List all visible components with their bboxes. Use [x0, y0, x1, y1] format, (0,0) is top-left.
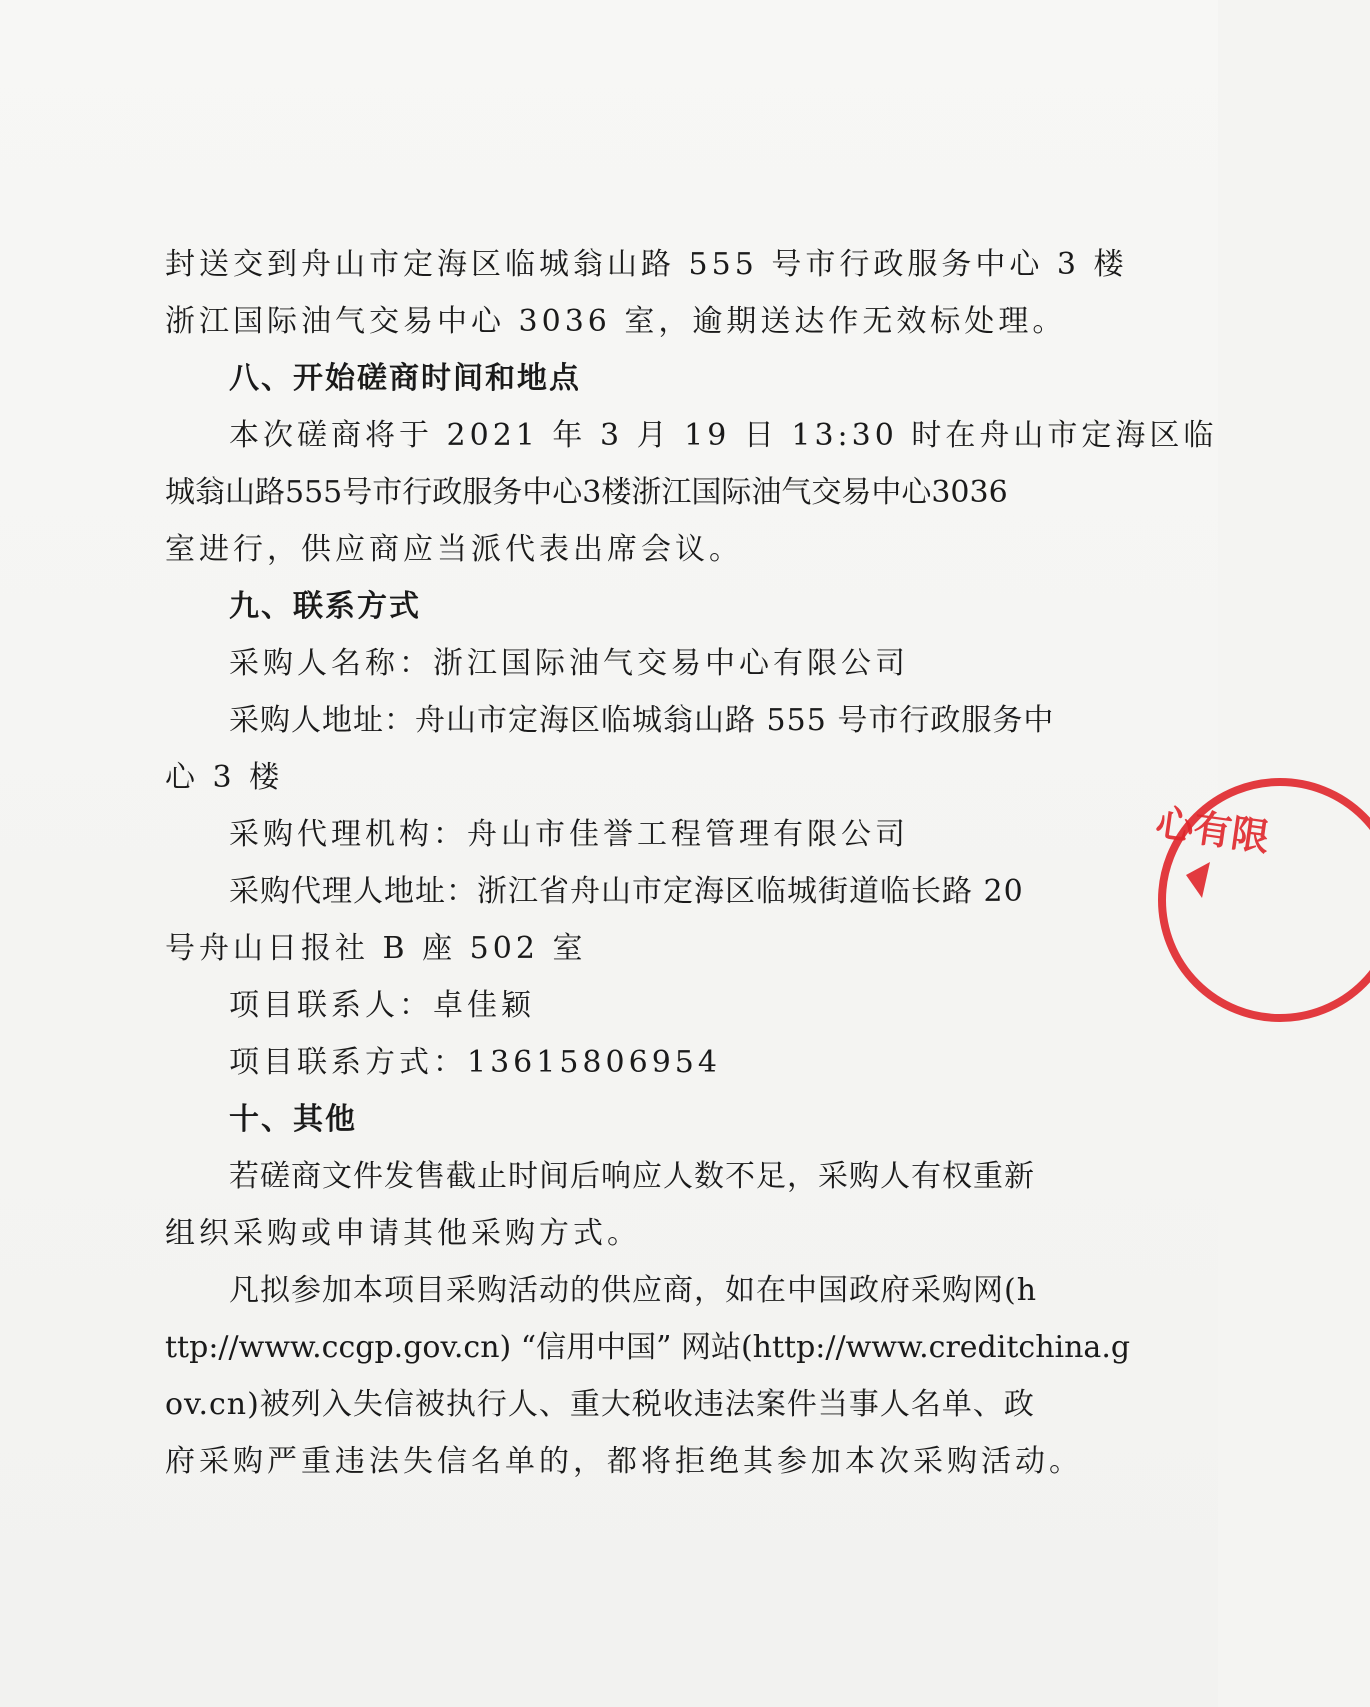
body-line: 本次磋商将于 2021 年 3 月 19 日 13:30 时在舟山市定海区临 [229, 418, 1218, 453]
body-line: 室进行，供应商应当派代表出席会议。 [165, 532, 743, 567]
seal-text: 心有限 [1153, 800, 1273, 860]
body-line: 封送交到舟山市定海区临城翁山路 555 号市行政服务中心 3 楼 [165, 247, 1128, 282]
body-line: 城翁山路555号市行政服务中心3楼浙江国际油气交易中心3036 [165, 475, 1008, 510]
contact-phone: 项目联系方式：13615806954 [229, 1045, 721, 1080]
agency-address: 采购代理人地址：浙江省舟山市定海区临城街道临长路 20 [229, 874, 1024, 909]
body-line: 若磋商文件发售截止时间后响应人数不足，采购人有权重新 [229, 1159, 1035, 1194]
section-heading-8: 八、开始磋商时间和地点 [229, 361, 581, 396]
agency-address-cont: 号舟山日报社 B 座 502 室 [165, 931, 587, 966]
agency-name: 采购代理机构：舟山市佳誉工程管理有限公司 [229, 817, 909, 852]
purchaser-name: 采购人名称：浙江国际油气交易中心有限公司 [229, 646, 909, 681]
body-line: 浙江国际油气交易中心 3036 室，逾期送达作无效标处理。 [165, 304, 1067, 339]
body-line: ttp://www.ccgp.gov.cn) “信用中国” 网站(http://www.creditchina.g [165, 1330, 1131, 1365]
purchaser-address: 采购人地址：舟山市定海区临城翁山路 555 号市行政服务中 [229, 703, 1055, 738]
body-line: 组织采购或申请其他采购方式。 [165, 1216, 641, 1251]
document-body [165, 236, 1218, 1490]
body-line: 凡拟参加本项目采购活动的供应商，如在中国政府采购网(h [229, 1273, 1038, 1308]
purchaser-address-cont: 心 3 楼 [165, 760, 284, 795]
section-heading-9: 九、联系方式 [229, 589, 421, 624]
seal-star-fragment [1186, 862, 1210, 898]
body-line: 府采购严重违法失信名单的，都将拒绝其参加本次采购活动。 [165, 1444, 1083, 1479]
official-seal-stamp [1150, 770, 1370, 1030]
contact-person: 项目联系人：卓佳颖 [229, 988, 535, 1023]
section-heading-10: 十、其他 [229, 1102, 357, 1137]
body-line: ov.cn)被列入失信被执行人、重大税收违法案件当事人名单、政 [165, 1387, 1035, 1422]
